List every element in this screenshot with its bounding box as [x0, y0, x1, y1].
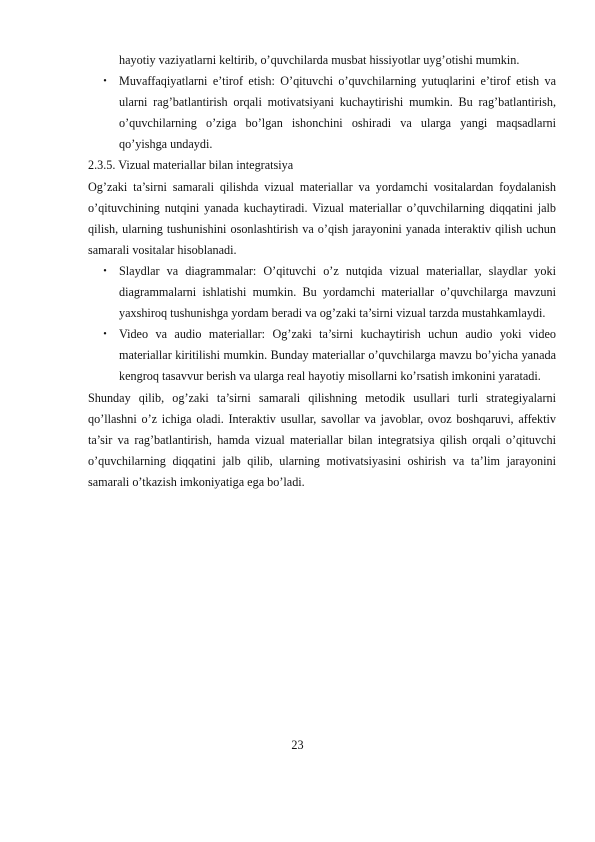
bullet-text: Slaydlar va diagrammalar: O’qituvchi o’z nutqida vizual materiallar, slaydlar yoki diagrammalarni ishlatishi mumkin. Bu yordamchi materiallar o’quvchilarga mavzuni yaxshiroq tushunishga yordam beradi va og’zaki ta’sirni vizual tarzda mustahkamlaydi. [119, 263, 556, 321]
bullet-item-video-audio [103, 324, 556, 387]
bullet-text: Video va audio materiallar: Og’zaki ta’sirni kuchaytirish uchun audio yoki video materiallar kiritilishi mumkin. Bunday materiallar o’quvchilarga mavzu bo’yicha yanada kengroq tasavvur berish va ularga real hayotiy misollarni ko’rsatish imkonini yaratadi. [119, 327, 556, 384]
continuation-paragraph: hayotiy vaziyatlarni keltirib, o’quvchilarda musbat hissiyotlar uyg’otishi mumkin. [119, 53, 520, 67]
bullet-icon: • [103, 329, 107, 341]
bullet-item-achievements [103, 71, 556, 155]
conclusion-paragraph: Shunday qilib, og’zaki ta’sirni samarali qilishning metodik usullari turli strategiyalarni qo’llashni o’z ichiga oladi. Interaktiv usullar, savollar va javoblar, ovoz boshqaruvi, affektiv ta’sir va rag’batlantirish, hamda vizual materiallar bilan integratsiya qilish orqali o’qituvchi o’quvchilarning diqqatini jalb qilib, ularning motivatsiyasini oshirish va ta’lim jarayonini samarali o’tkazish imkoniyatiga ega bo’ladi. [88, 390, 556, 489]
bullet-item-slides [103, 261, 556, 324]
section-heading: 2.3.5. Vizual materiallar bilan integratsiya [88, 158, 294, 173]
bullet-icon: • [103, 76, 107, 88]
bullet-icon: • [103, 265, 107, 277]
bullet-text: Muvaffaqiyatlarni e’tirof etish: O’qituvchi o’quvchilarning yutuqlarini e’tirof etish va ularni rag’batlantirish orqali motivatsiyani kuchaytirishi mumkin. Bu rag’batlantirish, o’quvchilarning o’ziga bo’lgan ishonchini oshiradi va ularga yangi maqsadlarni qo’yishga undaydi. [119, 74, 556, 152]
page-content [88, 50, 556, 493]
intro-paragraph: Og’zaki ta’sirni samarali qilishda vizual materiallar va yordamchi vositalardan foydalanish o’qituvchining nutqini yanada kuchaytiradi. Vizual materiallar o’quvchilarning diqqatini jalb qilish, ularning tushunishini osonlashtirish va o’qish jarayonini yanada interaktiv qilish uchun samarali vositalar hisoblanadi. [88, 179, 556, 257]
page-number: 23 [291, 738, 304, 752]
